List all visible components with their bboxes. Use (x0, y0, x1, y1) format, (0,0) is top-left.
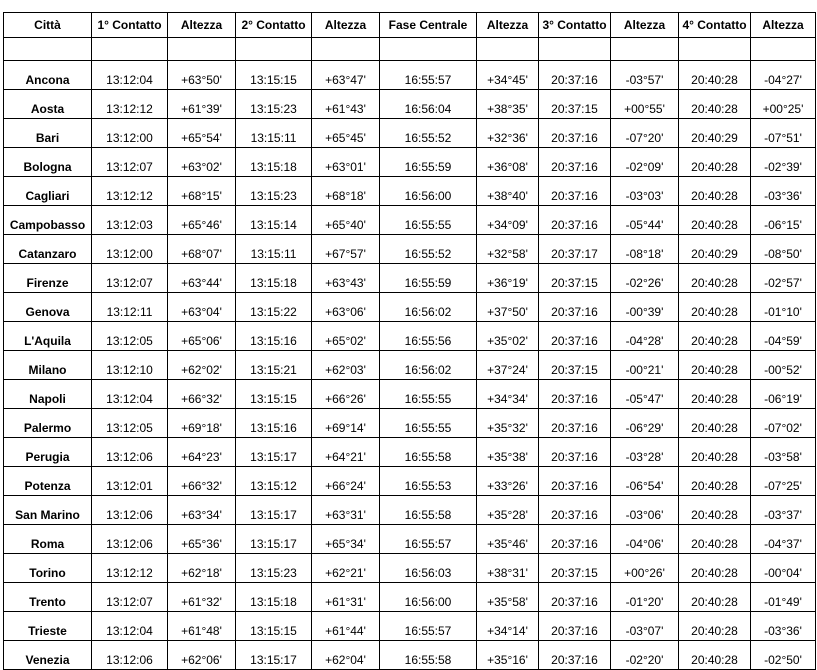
first-contact-altitude-cell: +68°07' (168, 235, 236, 264)
fourth-contact-cell: 20:40:28 (679, 380, 751, 409)
second-contact-cell: 13:15:18 (236, 148, 312, 177)
central-phase-cell: 16:55:55 (380, 380, 477, 409)
table-row (4, 525, 816, 554)
fourth-contact-altitude-cell: -06°15' (751, 206, 816, 235)
central-phase-cell: 16:56:00 (380, 583, 477, 612)
third-contact-cell: 20:37:16 (539, 467, 611, 496)
city-cell: Aosta (4, 90, 92, 119)
second-contact-cell: 13:15:16 (236, 409, 312, 438)
fourth-contact-altitude-cell: -04°59' (751, 322, 816, 351)
table-row (4, 641, 816, 670)
central-phase-cell: 16:55:52 (380, 235, 477, 264)
table-row (4, 119, 816, 148)
second-contact-altitude-cell: +62°21' (312, 554, 380, 583)
first-contact-altitude-cell: +65°36' (168, 525, 236, 554)
fourth-contact-cell: 20:40:28 (679, 148, 751, 177)
header-third-contact-altitude: Altezza (611, 13, 679, 38)
second-contact-altitude-cell: +62°03' (312, 351, 380, 380)
second-contact-cell: 13:15:16 (236, 322, 312, 351)
second-contact-altitude-cell: +65°02' (312, 322, 380, 351)
table-row (4, 235, 816, 264)
blank-cell (751, 38, 816, 61)
fourth-contact-altitude-cell: -07°02' (751, 409, 816, 438)
third-contact-cell: 20:37:16 (539, 409, 611, 438)
city-cell: Venezia (4, 641, 92, 670)
third-contact-altitude-cell: +00°26' (611, 554, 679, 583)
first-contact-altitude-cell: +62°02' (168, 351, 236, 380)
city-cell: Potenza (4, 467, 92, 496)
second-contact-altitude-cell: +63°31' (312, 496, 380, 525)
fourth-contact-altitude-cell: -06°19' (751, 380, 816, 409)
table-row (4, 380, 816, 409)
central-phase-altitude-cell: +36°19' (477, 264, 539, 293)
third-contact-altitude-cell: -03°07' (611, 612, 679, 641)
fourth-contact-altitude-cell: -01°10' (751, 293, 816, 322)
third-contact-cell: 20:37:16 (539, 641, 611, 670)
blank-cell (4, 38, 92, 61)
city-cell: Bari (4, 119, 92, 148)
second-contact-altitude-cell: +63°01' (312, 148, 380, 177)
second-contact-cell: 13:15:17 (236, 438, 312, 467)
first-contact-cell: 13:12:06 (92, 496, 168, 525)
fourth-contact-altitude-cell: -02°57' (751, 264, 816, 293)
city-cell: Torino (4, 554, 92, 583)
third-contact-cell: 20:37:16 (539, 438, 611, 467)
fourth-contact-cell: 20:40:28 (679, 583, 751, 612)
first-contact-cell: 13:12:07 (92, 148, 168, 177)
third-contact-altitude-cell: -06°29' (611, 409, 679, 438)
table-row (4, 177, 816, 206)
first-contact-altitude-cell: +65°06' (168, 322, 236, 351)
first-contact-altitude-cell: +63°44' (168, 264, 236, 293)
central-phase-altitude-cell: +38°35' (477, 90, 539, 119)
third-contact-cell: 20:37:16 (539, 61, 611, 90)
header-third-contact: 3° Contatto (539, 13, 611, 38)
central-phase-altitude-cell: +32°58' (477, 235, 539, 264)
city-cell: L'Aquila (4, 322, 92, 351)
second-contact-cell: 13:15:15 (236, 380, 312, 409)
fourth-contact-altitude-cell: -02°50' (751, 641, 816, 670)
central-phase-altitude-cell: +35°28' (477, 496, 539, 525)
first-contact-cell: 13:12:04 (92, 380, 168, 409)
blank-cell (679, 38, 751, 61)
table-body (4, 38, 816, 670)
first-contact-cell: 13:12:12 (92, 177, 168, 206)
table-row (4, 351, 816, 380)
second-contact-altitude-cell: +66°24' (312, 467, 380, 496)
third-contact-cell: 20:37:15 (539, 264, 611, 293)
fourth-contact-cell: 20:40:28 (679, 322, 751, 351)
central-phase-altitude-cell: +35°32' (477, 409, 539, 438)
first-contact-cell: 13:12:06 (92, 641, 168, 670)
second-contact-altitude-cell: +65°45' (312, 119, 380, 148)
central-phase-altitude-cell: +38°31' (477, 554, 539, 583)
central-phase-altitude-cell: +35°16' (477, 641, 539, 670)
header-central-phase: Fase Centrale (380, 13, 477, 38)
fourth-contact-altitude-cell: +00°25' (751, 90, 816, 119)
central-phase-cell: 16:55:58 (380, 641, 477, 670)
city-cell: Milano (4, 351, 92, 380)
third-contact-cell: 20:37:16 (539, 206, 611, 235)
third-contact-cell: 20:37:16 (539, 583, 611, 612)
first-contact-altitude-cell: +62°18' (168, 554, 236, 583)
third-contact-cell: 20:37:16 (539, 119, 611, 148)
central-phase-cell: 16:55:57 (380, 612, 477, 641)
central-phase-cell: 16:55:55 (380, 409, 477, 438)
second-contact-altitude-cell: +65°34' (312, 525, 380, 554)
city-cell: San Marino (4, 496, 92, 525)
header-second-contact-altitude: Altezza (312, 13, 380, 38)
central-phase-cell: 16:55:55 (380, 206, 477, 235)
third-contact-altitude-cell: -03°06' (611, 496, 679, 525)
header-central-phase-altitude: Altezza (477, 13, 539, 38)
fourth-contact-cell: 20:40:29 (679, 235, 751, 264)
central-phase-cell: 16:55:58 (380, 496, 477, 525)
blank-cell (168, 38, 236, 61)
table-row (4, 438, 816, 467)
third-contact-altitude-cell: -06°54' (611, 467, 679, 496)
third-contact-cell: 20:37:16 (539, 496, 611, 525)
third-contact-altitude-cell: -00°39' (611, 293, 679, 322)
fourth-contact-cell: 20:40:28 (679, 467, 751, 496)
city-cell: Trento (4, 583, 92, 612)
city-cell: Napoli (4, 380, 92, 409)
eclipse-contacts-table (3, 12, 816, 670)
header-fourth-contact: 4° Contatto (679, 13, 751, 38)
first-contact-cell: 13:12:05 (92, 409, 168, 438)
central-phase-altitude-cell: +34°14' (477, 612, 539, 641)
fourth-contact-altitude-cell: -07°25' (751, 467, 816, 496)
second-contact-cell: 13:15:15 (236, 612, 312, 641)
table-row (4, 496, 816, 525)
table-row (4, 322, 816, 351)
second-contact-altitude-cell: +67°57' (312, 235, 380, 264)
second-contact-altitude-cell: +61°43' (312, 90, 380, 119)
second-contact-altitude-cell: +63°47' (312, 61, 380, 90)
third-contact-altitude-cell: -02°20' (611, 641, 679, 670)
table-row (4, 409, 816, 438)
second-contact-altitude-cell: +66°26' (312, 380, 380, 409)
fourth-contact-altitude-cell: -03°36' (751, 177, 816, 206)
second-contact-altitude-cell: +69°14' (312, 409, 380, 438)
fourth-contact-altitude-cell: -00°04' (751, 554, 816, 583)
central-phase-cell: 16:55:52 (380, 119, 477, 148)
first-contact-cell: 13:12:11 (92, 293, 168, 322)
city-cell: Cagliari (4, 177, 92, 206)
first-contact-altitude-cell: +63°02' (168, 148, 236, 177)
table-row (4, 206, 816, 235)
fourth-contact-cell: 20:40:28 (679, 206, 751, 235)
fourth-contact-cell: 20:40:28 (679, 293, 751, 322)
third-contact-altitude-cell: -07°20' (611, 119, 679, 148)
fourth-contact-cell: 20:40:28 (679, 525, 751, 554)
fourth-contact-altitude-cell: -00°52' (751, 351, 816, 380)
central-phase-cell: 16:56:02 (380, 351, 477, 380)
first-contact-altitude-cell: +62°06' (168, 641, 236, 670)
city-cell: Bologna (4, 148, 92, 177)
central-phase-cell: 16:56:02 (380, 293, 477, 322)
header-first-contact-altitude: Altezza (168, 13, 236, 38)
second-contact-cell: 13:15:14 (236, 206, 312, 235)
central-phase-altitude-cell: +37°50' (477, 293, 539, 322)
fourth-contact-cell: 20:40:28 (679, 554, 751, 583)
table-row (4, 612, 816, 641)
second-contact-altitude-cell: +63°43' (312, 264, 380, 293)
blank-cell (236, 38, 312, 61)
central-phase-cell: 16:55:53 (380, 467, 477, 496)
central-phase-cell: 16:55:58 (380, 438, 477, 467)
fourth-contact-altitude-cell: -08°50' (751, 235, 816, 264)
third-contact-altitude-cell: -04°06' (611, 525, 679, 554)
blank-row (4, 38, 816, 61)
second-contact-cell: 13:15:15 (236, 61, 312, 90)
table-row (4, 467, 816, 496)
third-contact-cell: 20:37:16 (539, 612, 611, 641)
first-contact-altitude-cell: +63°50' (168, 61, 236, 90)
central-phase-cell: 16:56:04 (380, 90, 477, 119)
third-contact-altitude-cell: -02°26' (611, 264, 679, 293)
third-contact-altitude-cell: -08°18' (611, 235, 679, 264)
central-phase-altitude-cell: +35°46' (477, 525, 539, 554)
city-cell: Firenze (4, 264, 92, 293)
second-contact-cell: 13:15:17 (236, 641, 312, 670)
blank-cell (92, 38, 168, 61)
first-contact-cell: 13:12:07 (92, 583, 168, 612)
fourth-contact-cell: 20:40:28 (679, 264, 751, 293)
fourth-contact-altitude-cell: -03°37' (751, 496, 816, 525)
first-contact-altitude-cell: +65°54' (168, 119, 236, 148)
table-row (4, 61, 816, 90)
central-phase-altitude-cell: +35°02' (477, 322, 539, 351)
first-contact-cell: 13:12:04 (92, 612, 168, 641)
fourth-contact-altitude-cell: -02°39' (751, 148, 816, 177)
first-contact-altitude-cell: +69°18' (168, 409, 236, 438)
first-contact-cell: 13:12:06 (92, 438, 168, 467)
first-contact-cell: 13:12:00 (92, 235, 168, 264)
fourth-contact-cell: 20:40:28 (679, 177, 751, 206)
city-cell: Roma (4, 525, 92, 554)
third-contact-cell: 20:37:15 (539, 554, 611, 583)
second-contact-cell: 13:15:22 (236, 293, 312, 322)
table-row (4, 583, 816, 612)
header-fourth-contact-altitude: Altezza (751, 13, 816, 38)
table-row (4, 90, 816, 119)
third-contact-cell: 20:37:16 (539, 525, 611, 554)
central-phase-cell: 16:55:59 (380, 264, 477, 293)
third-contact-cell: 20:37:16 (539, 322, 611, 351)
first-contact-cell: 13:12:01 (92, 467, 168, 496)
central-phase-altitude-cell: +32°36' (477, 119, 539, 148)
first-contact-altitude-cell: +61°39' (168, 90, 236, 119)
third-contact-cell: 20:37:16 (539, 148, 611, 177)
first-contact-cell: 13:12:10 (92, 351, 168, 380)
central-phase-altitude-cell: +38°40' (477, 177, 539, 206)
third-contact-altitude-cell: -03°28' (611, 438, 679, 467)
third-contact-altitude-cell: -01°20' (611, 583, 679, 612)
city-cell: Genova (4, 293, 92, 322)
city-cell: Ancona (4, 61, 92, 90)
fourth-contact-cell: 20:40:28 (679, 90, 751, 119)
second-contact-altitude-cell: +64°21' (312, 438, 380, 467)
first-contact-altitude-cell: +66°32' (168, 380, 236, 409)
first-contact-altitude-cell: +65°46' (168, 206, 236, 235)
third-contact-cell: 20:37:15 (539, 90, 611, 119)
header-row (4, 13, 816, 38)
fourth-contact-altitude-cell: -07°51' (751, 119, 816, 148)
city-cell: Trieste (4, 612, 92, 641)
second-contact-altitude-cell: +65°40' (312, 206, 380, 235)
central-phase-altitude-cell: +37°24' (477, 351, 539, 380)
second-contact-cell: 13:15:23 (236, 90, 312, 119)
fourth-contact-cell: 20:40:28 (679, 61, 751, 90)
second-contact-altitude-cell: +62°04' (312, 641, 380, 670)
third-contact-cell: 20:37:16 (539, 293, 611, 322)
third-contact-cell: 20:37:16 (539, 380, 611, 409)
central-phase-altitude-cell: +33°26' (477, 467, 539, 496)
second-contact-cell: 13:15:18 (236, 583, 312, 612)
blank-cell (477, 38, 539, 61)
second-contact-cell: 13:15:11 (236, 119, 312, 148)
blank-cell (539, 38, 611, 61)
central-phase-altitude-cell: +34°09' (477, 206, 539, 235)
third-contact-altitude-cell: -03°57' (611, 61, 679, 90)
second-contact-cell: 13:15:18 (236, 264, 312, 293)
second-contact-cell: 13:15:17 (236, 496, 312, 525)
central-phase-altitude-cell: +35°38' (477, 438, 539, 467)
central-phase-altitude-cell: +35°58' (477, 583, 539, 612)
first-contact-cell: 13:12:07 (92, 264, 168, 293)
city-cell: Catanzaro (4, 235, 92, 264)
fourth-contact-cell: 20:40:28 (679, 496, 751, 525)
first-contact-cell: 13:12:12 (92, 554, 168, 583)
first-contact-cell: 13:12:04 (92, 61, 168, 90)
first-contact-cell: 13:12:00 (92, 119, 168, 148)
first-contact-altitude-cell: +61°48' (168, 612, 236, 641)
city-cell: Perugia (4, 438, 92, 467)
third-contact-altitude-cell: -03°03' (611, 177, 679, 206)
third-contact-cell: 20:37:17 (539, 235, 611, 264)
city-cell: Campobasso (4, 206, 92, 235)
second-contact-cell: 13:15:12 (236, 467, 312, 496)
blank-cell (380, 38, 477, 61)
first-contact-cell: 13:12:03 (92, 206, 168, 235)
fourth-contact-cell: 20:40:28 (679, 438, 751, 467)
second-contact-cell: 13:15:21 (236, 351, 312, 380)
table-row (4, 264, 816, 293)
fourth-contact-altitude-cell: -04°27' (751, 61, 816, 90)
header-first-contact: 1° Contatto (92, 13, 168, 38)
first-contact-altitude-cell: +64°23' (168, 438, 236, 467)
second-contact-altitude-cell: +61°31' (312, 583, 380, 612)
second-contact-cell: 13:15:23 (236, 177, 312, 206)
fourth-contact-cell: 20:40:28 (679, 351, 751, 380)
central-phase-cell: 16:56:03 (380, 554, 477, 583)
fourth-contact-cell: 20:40:28 (679, 612, 751, 641)
table-row (4, 148, 816, 177)
central-phase-altitude-cell: +36°08' (477, 148, 539, 177)
central-phase-cell: 16:55:57 (380, 525, 477, 554)
second-contact-altitude-cell: +61°44' (312, 612, 380, 641)
second-contact-cell: 13:15:17 (236, 525, 312, 554)
fourth-contact-altitude-cell: -04°37' (751, 525, 816, 554)
third-contact-cell: 20:37:16 (539, 177, 611, 206)
third-contact-cell: 20:37:15 (539, 351, 611, 380)
fourth-contact-altitude-cell: -03°58' (751, 438, 816, 467)
second-contact-altitude-cell: +63°06' (312, 293, 380, 322)
header-city: Città (4, 13, 92, 38)
central-phase-altitude-cell: +34°34' (477, 380, 539, 409)
fourth-contact-altitude-cell: -01°49' (751, 583, 816, 612)
central-phase-cell: 16:56:00 (380, 177, 477, 206)
first-contact-altitude-cell: +68°15' (168, 177, 236, 206)
first-contact-cell: 13:12:06 (92, 525, 168, 554)
first-contact-cell: 13:12:05 (92, 322, 168, 351)
first-contact-cell: 13:12:12 (92, 90, 168, 119)
fourth-contact-cell: 20:40:28 (679, 641, 751, 670)
table-row (4, 293, 816, 322)
third-contact-altitude-cell: -05°44' (611, 206, 679, 235)
third-contact-altitude-cell: +00°55' (611, 90, 679, 119)
fourth-contact-cell: 20:40:29 (679, 119, 751, 148)
third-contact-altitude-cell: -05°47' (611, 380, 679, 409)
central-phase-cell: 16:55:59 (380, 148, 477, 177)
header-second-contact: 2° Contatto (236, 13, 312, 38)
second-contact-cell: 13:15:23 (236, 554, 312, 583)
first-contact-altitude-cell: +63°04' (168, 293, 236, 322)
fourth-contact-altitude-cell: -03°36' (751, 612, 816, 641)
second-contact-altitude-cell: +68°18' (312, 177, 380, 206)
blank-cell (312, 38, 380, 61)
city-cell: Palermo (4, 409, 92, 438)
fourth-contact-cell: 20:40:28 (679, 409, 751, 438)
first-contact-altitude-cell: +61°32' (168, 583, 236, 612)
third-contact-altitude-cell: -02°09' (611, 148, 679, 177)
first-contact-altitude-cell: +63°34' (168, 496, 236, 525)
third-contact-altitude-cell: -04°28' (611, 322, 679, 351)
blank-cell (611, 38, 679, 61)
first-contact-altitude-cell: +66°32' (168, 467, 236, 496)
table-row (4, 554, 816, 583)
central-phase-altitude-cell: +34°45' (477, 61, 539, 90)
central-phase-cell: 16:55:57 (380, 61, 477, 90)
central-phase-cell: 16:55:56 (380, 322, 477, 351)
second-contact-cell: 13:15:11 (236, 235, 312, 264)
third-contact-altitude-cell: -00°21' (611, 351, 679, 380)
